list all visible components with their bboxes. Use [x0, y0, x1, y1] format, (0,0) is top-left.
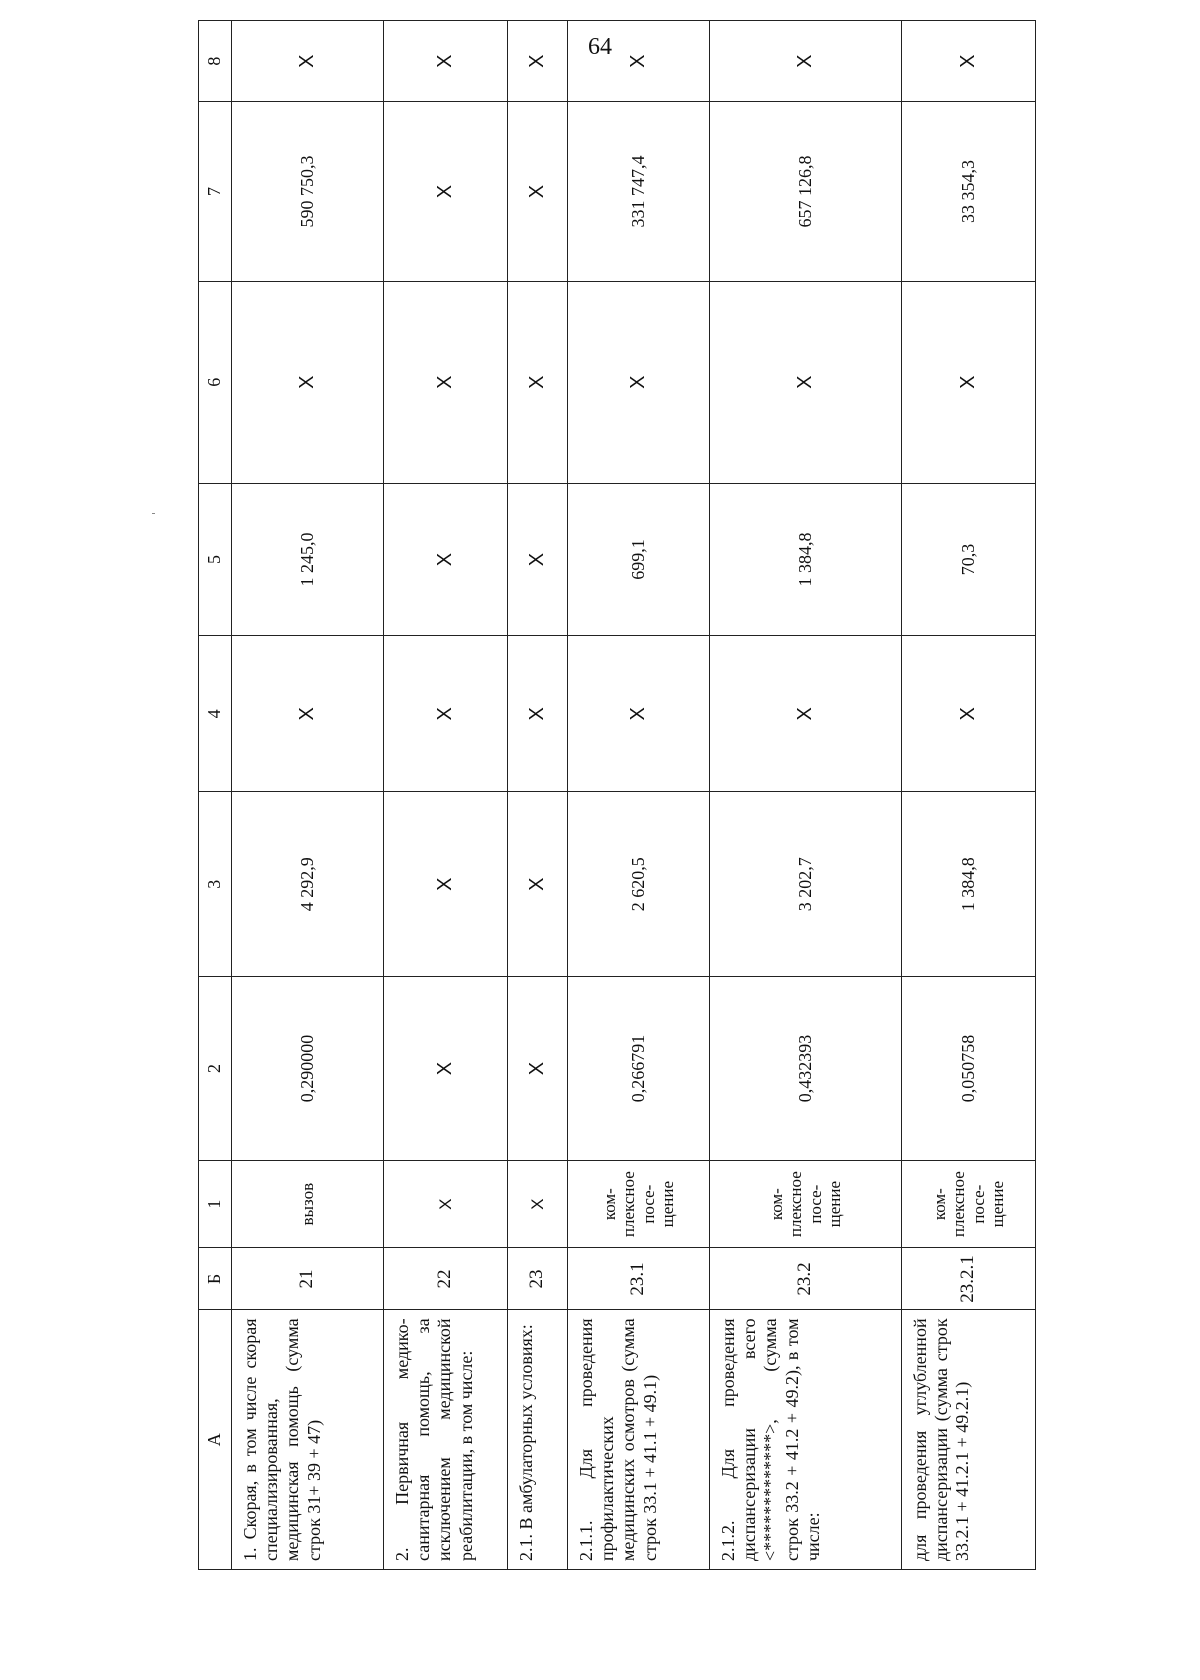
cell-col-8: X: [508, 21, 568, 102]
cell-col-2: 0,050758: [902, 977, 1036, 1161]
cell-col-6: X: [568, 281, 710, 483]
row-unit: X: [384, 1160, 508, 1248]
row-name: 1. Скорая, в том числе скорая специализированная, медицинская помощь (сумма строк 31+ 39 + 47): [232, 1310, 384, 1570]
scan-speck: [152, 513, 155, 514]
cell-col-6: X: [384, 281, 508, 483]
row-code: 23.2.1: [902, 1248, 1036, 1310]
header-row: [199, 21, 232, 1570]
cell-col-5: X: [384, 483, 508, 636]
cell-col-6: X: [710, 281, 902, 483]
cell-col-8: X: [384, 21, 508, 102]
cell-col-3: X: [384, 792, 508, 977]
cell-col-5: 1 245,0: [232, 483, 384, 636]
header-col-b: Б: [199, 1248, 232, 1310]
cell-col-8: X: [902, 21, 1036, 102]
cell-col-3: 2 620,5: [568, 792, 710, 977]
cell-col-4: X: [232, 636, 384, 792]
cell-col-7: X: [384, 102, 508, 281]
row-name: 2.1.1. Для проведения профилактических медицинских осмотров (сумма строк 33.1 + 41.1 + 49.1): [568, 1310, 710, 1570]
cell-col-3: 1 384,8: [902, 792, 1036, 977]
cell-col-5: 1 384,8: [710, 483, 902, 636]
row-name: 2. Первичная медико-санитарная помощь, за исключением медицинской реабилитации, в том числе:: [384, 1310, 508, 1570]
cell-col-7: 331 747,4: [568, 102, 710, 281]
table-row: [232, 21, 384, 1570]
row-code: 23.1: [568, 1248, 710, 1310]
row-code: 22: [384, 1248, 508, 1310]
cell-col-6: X: [508, 281, 568, 483]
page-number: 64: [588, 34, 612, 60]
cell-col-3: X: [508, 792, 568, 977]
cell-col-2: 0,432393: [710, 977, 902, 1161]
table-row: [902, 21, 1036, 1570]
row-code: 23: [508, 1248, 568, 1310]
cell-col-4: X: [384, 636, 508, 792]
row-unit: вызов: [232, 1160, 384, 1248]
cell-col-5: 70,3: [902, 483, 1036, 636]
header-col-a: А: [199, 1310, 232, 1570]
cell-col-4: X: [568, 636, 710, 792]
row-code: 21: [232, 1248, 384, 1310]
cell-col-3: 3 202,7: [710, 792, 902, 977]
header-col-6: 6: [199, 281, 232, 483]
header-col-5: 5: [199, 483, 232, 636]
header-col-3: 3: [199, 792, 232, 977]
row-unit: ком- плексное посе- щение: [710, 1160, 902, 1248]
cell-col-2: X: [508, 977, 568, 1161]
table-row: [384, 21, 508, 1570]
cell-col-7: 33 354,3: [902, 102, 1036, 281]
table-row: [710, 21, 902, 1570]
header-col-1: 1: [199, 1160, 232, 1248]
table-row: [508, 21, 568, 1570]
cell-col-2: 0,266791: [568, 977, 710, 1161]
cell-col-5: 699,1: [568, 483, 710, 636]
cell-col-7: X: [508, 102, 568, 281]
header-col-4: 4: [199, 636, 232, 792]
cell-col-2: 0,290000: [232, 977, 384, 1161]
cell-col-4: X: [710, 636, 902, 792]
rotated-table-container: [198, 20, 1028, 1570]
table-row: [568, 21, 710, 1570]
cell-col-2: X: [384, 977, 508, 1161]
indicators-table: [198, 20, 1036, 1570]
cell-col-7: 590 750,3: [232, 102, 384, 281]
cell-col-8: X: [568, 21, 710, 102]
cell-col-7: 657 126,8: [710, 102, 902, 281]
row-name: 2.1.2. Для проведения диспансеризации всего <*************>, (сумма строк 33.2 + 41.2 + 49.2), в том числе:: [710, 1310, 902, 1570]
header-col-2: 2: [199, 977, 232, 1161]
row-name: 2.1. В амбулаторных условиях:: [508, 1310, 568, 1570]
cell-col-8: X: [232, 21, 384, 102]
cell-col-4: X: [902, 636, 1036, 792]
header-col-7: 7: [199, 102, 232, 281]
row-unit: X: [508, 1160, 568, 1248]
row-name: для проведения углубленной диспансеризации (сумма строк 33.2.1 + 41.2.1 + 49.2.1): [902, 1310, 1036, 1570]
header-col-8: 8: [199, 21, 232, 102]
cell-col-5: X: [508, 483, 568, 636]
row-unit: ком- плексное посе- щение: [902, 1160, 1036, 1248]
cell-col-8: X: [710, 21, 902, 102]
cell-col-6: X: [232, 281, 384, 483]
cell-col-6: X: [902, 281, 1036, 483]
cell-col-3: 4 292,9: [232, 792, 384, 977]
cell-col-4: X: [508, 636, 568, 792]
row-code: 23.2: [710, 1248, 902, 1310]
row-unit: ком- плексное посе- щение: [568, 1160, 710, 1248]
